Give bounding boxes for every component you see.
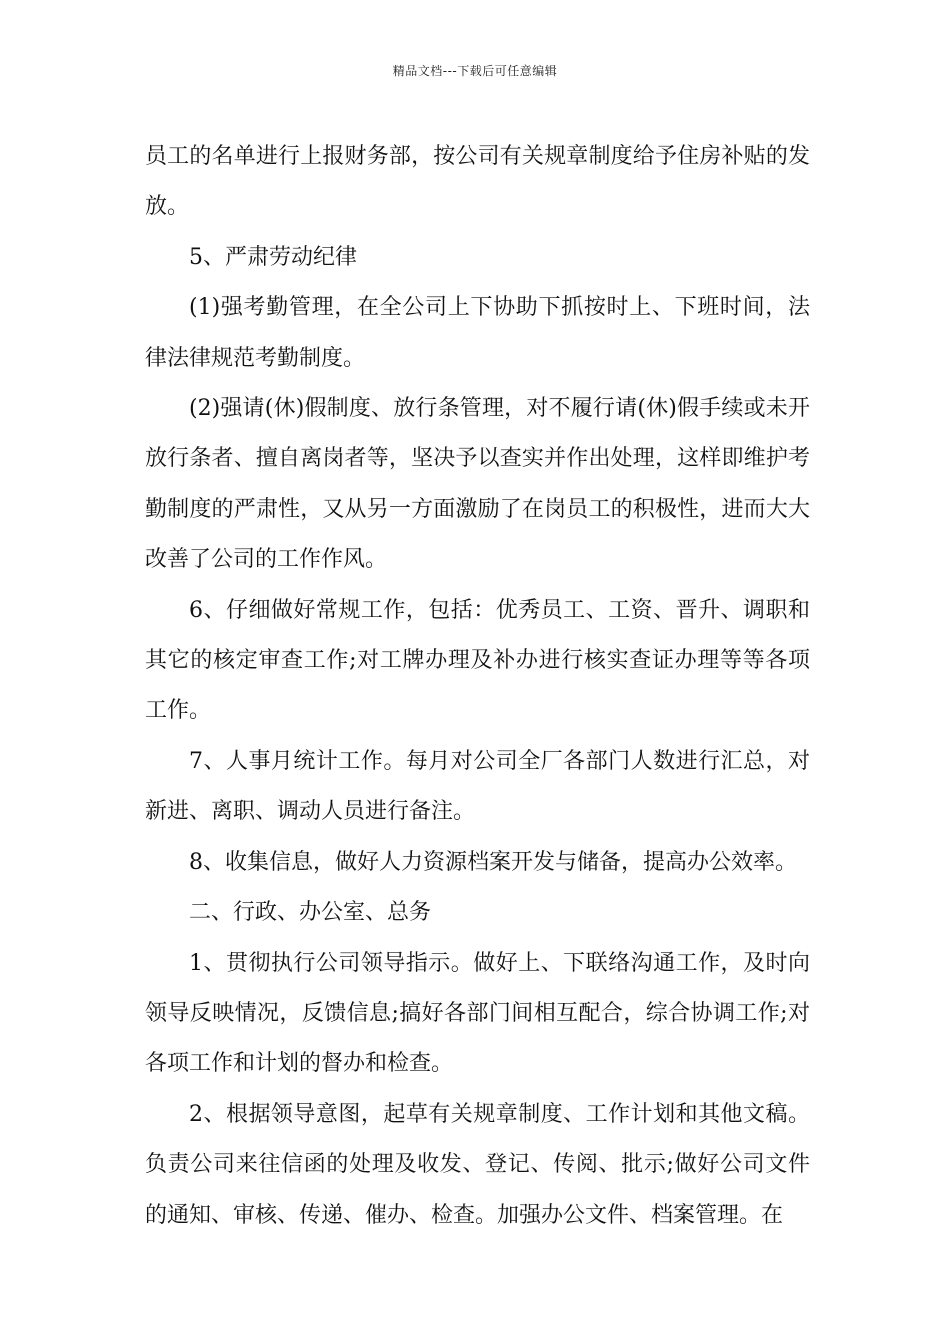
paragraph-7: 8、收集信息，做好人力资源档案开发与储备，提高办公效率。	[189, 849, 797, 875]
paragraph-1: 员工的名单进行上报财务部，按公司有关规章制度给予住房补贴的发放。	[145, 144, 810, 220]
paragraph-2: 5、严肃劳动纪律	[189, 244, 357, 270]
paragraph-5: 6、仔细做好常规工作，包括：优秀员工、工资、晋升、调职和其它的核定审查工作;对工牌办理及补办进行核实查证办理等等各项工作。	[145, 597, 810, 724]
paragraph-3: (1)强考勤管理，在全公司上下协助下抓按时上、下班时间，法律法律规范考勤制度。	[145, 295, 810, 371]
page-header: 精品文档---下载后可任意编辑	[392, 64, 558, 78]
paragraph-9: 1、贯彻执行公司领导指示。做好上、下联络沟通工作，及时向领导反映情况，反馈信息;搞好各部门间相互配合，综合协调工作;对各项工作和计划的督办和检查。	[145, 950, 810, 1077]
paragraph-8: 二、行政、办公室、总务	[189, 900, 432, 926]
document-body	[145, 132, 810, 1241]
paragraph-10: 2、根据领导意图，起草有关规章制度、工作计划和其他文稿。负责公司来往信函的处理及收发、登记、传阅、批示;做好公司文件的通知、审核、传递、催办、检查。加强办公文件、档案管理。在	[145, 1101, 810, 1228]
paragraph-6: 7、人事月统计工作。每月对公司全厂各部门人数进行汇总，对新进、离职、调动人员进行备注。	[145, 748, 810, 825]
paragraph-4: (2)强请(休)假制度、放行条管理，对不履行请(休)假手续或未开放行条者、擅自离岗者等，坚决予以查实并作出处理，这样即维护考勤制度的严肃性，又从另一方面激励了在岗员工的积极性，进而大大改善了公司的工作作风。	[145, 396, 810, 573]
